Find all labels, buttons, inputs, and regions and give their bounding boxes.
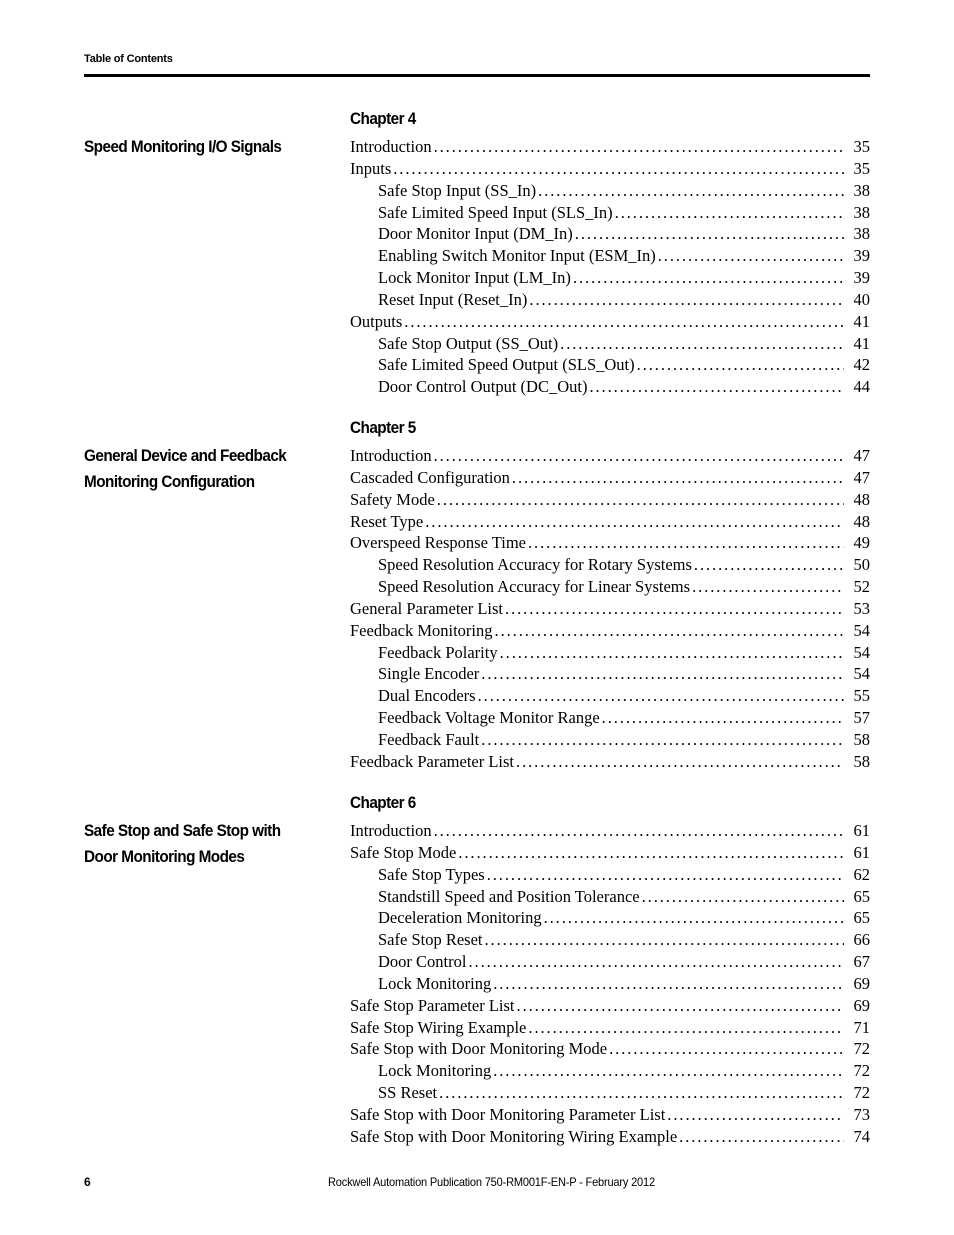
dot-leader (517, 995, 844, 1017)
toc-entry-page[interactable]: 38 (853, 224, 870, 244)
header-rule (84, 74, 870, 77)
publication-info: Rockwell Automation Publication 750-RM001F-EN-P - February 2012 (328, 1175, 655, 1189)
toc-entry-title[interactable]: Introduction (350, 446, 432, 465)
toc-entry-title[interactable]: Lock Monitoring (378, 973, 492, 993)
toc-entry-page[interactable]: 74 (853, 1126, 870, 1146)
toc-entry[interactable] (350, 289, 870, 311)
toc-entry-page[interactable]: 35 (853, 158, 870, 178)
toc-entry[interactable] (350, 663, 870, 685)
toc-entry[interactable] (350, 511, 870, 533)
toc-entry-title[interactable]: Safe Stop Reset (378, 930, 483, 950)
toc-entry[interactable] (350, 333, 870, 355)
dot-leader (500, 642, 844, 664)
toc-entry-title[interactable]: Door Control (378, 952, 467, 972)
toc-entry-page[interactable]: 55 (853, 686, 870, 706)
dot-leader (528, 1017, 844, 1039)
toc-entry[interactable] (350, 820, 870, 842)
toc-entry-page[interactable]: 40 (853, 289, 870, 309)
toc-entry[interactable] (350, 707, 870, 729)
toc-entry-page[interactable]: 65 (853, 908, 870, 928)
toc-entry-title[interactable]: Reset Input (Reset_In) (378, 289, 528, 309)
toc-entry[interactable] (350, 907, 870, 929)
toc-entry-title[interactable]: Safe Stop Parameter List (350, 995, 515, 1015)
toc-entry-title[interactable]: Safe Stop with Door Monitoring Wiring Example (350, 1126, 678, 1146)
dot-leader (439, 1082, 844, 1104)
toc-entry-title[interactable]: Introduction (350, 821, 432, 840)
toc-entry-title[interactable]: Deceleration Monitoring (378, 908, 542, 928)
dot-leader (642, 886, 844, 908)
toc-entry[interactable] (350, 376, 870, 398)
toc-entry-title[interactable]: Safe Stop with Door Monitoring Parameter List (350, 1104, 666, 1124)
dot-leader (393, 158, 844, 180)
dot-leader (560, 333, 844, 355)
toc-entry-page[interactable]: 57 (853, 708, 870, 728)
toc-entry-title[interactable]: Feedback Fault (378, 729, 480, 749)
dot-leader (493, 973, 844, 995)
toc-entry-page[interactable]: 44 (853, 377, 870, 397)
toc-entry[interactable] (350, 136, 870, 158)
toc-entry[interactable] (350, 180, 870, 202)
toc-entry[interactable] (350, 1126, 870, 1148)
dot-leader (512, 467, 844, 489)
toc-entry[interactable] (350, 929, 870, 951)
toc-entry[interactable] (350, 642, 870, 664)
chapter-label: Chapter 6 (350, 793, 416, 812)
dot-leader (468, 951, 844, 973)
toc-entry[interactable] (350, 489, 870, 511)
dot-leader (481, 663, 844, 685)
toc-entry-title[interactable]: Safe Stop Types (378, 864, 485, 884)
toc-entry-title[interactable]: Safety Mode (350, 489, 435, 509)
toc-entry-page[interactable]: 38 (853, 202, 870, 222)
toc-entry-title[interactable]: Overspeed Response Time (350, 533, 526, 553)
toc-entry-page[interactable]: 69 (853, 973, 870, 993)
toc-entry-page[interactable]: 52 (853, 577, 870, 597)
dot-leader (434, 445, 844, 467)
toc-entry[interactable] (350, 311, 870, 333)
toc-entry-page[interactable]: 38 (853, 180, 870, 200)
toc-entry[interactable] (350, 576, 870, 598)
dot-leader (516, 751, 844, 773)
dot-leader (692, 576, 844, 598)
toc-entry[interactable] (350, 842, 870, 864)
toc-entry-title[interactable]: Cascaded Configuration (350, 467, 510, 487)
toc-entry-page[interactable]: 41 (853, 333, 870, 353)
toc-entry-title[interactable]: Feedback Polarity (378, 642, 498, 662)
toc-entry-title[interactable]: Door Monitor Input (DM_In) (378, 224, 573, 244)
toc-entry-page[interactable]: 47 (853, 446, 870, 465)
toc-entry-title[interactable]: Lock Monitoring (378, 1061, 492, 1081)
toc-entry[interactable] (350, 598, 870, 620)
toc-entry-page[interactable]: 69 (853, 995, 870, 1015)
toc-entry-page[interactable]: 62 (853, 864, 870, 884)
dot-leader (458, 842, 844, 864)
dot-leader (437, 489, 844, 511)
dot-leader (573, 267, 844, 289)
toc-entry-title[interactable]: Safe Stop Output (SS_Out) (378, 333, 559, 353)
toc-entry[interactable] (350, 886, 870, 908)
toc-entry[interactable] (350, 245, 870, 267)
toc-entry-page[interactable]: 48 (853, 511, 870, 531)
toc-entry-page[interactable]: 42 (853, 355, 870, 375)
toc-entry-page[interactable]: 72 (853, 1039, 870, 1059)
toc-entry[interactable] (350, 532, 870, 554)
dot-leader (575, 223, 844, 245)
dot-leader (538, 180, 844, 202)
dot-leader (658, 245, 844, 267)
toc-entry-page[interactable]: 49 (853, 533, 870, 553)
toc-entry[interactable] (350, 864, 870, 886)
running-head: Table of Contents (84, 53, 173, 65)
toc-entry[interactable] (350, 354, 870, 376)
toc-entry-title[interactable]: Inputs (350, 158, 392, 178)
toc-entry-page[interactable]: 35 (853, 137, 870, 156)
toc-entry-page[interactable]: 39 (853, 268, 870, 288)
toc-entry-title[interactable]: Dual Encoders (378, 686, 476, 706)
toc-entry-page[interactable]: 72 (853, 1061, 870, 1081)
toc-entry-title[interactable]: Reset Type (350, 511, 424, 531)
toc-entry-title[interactable]: Speed Resolution Accuracy for Rotary Systems (378, 555, 692, 575)
toc-entry-page[interactable]: 54 (853, 620, 870, 640)
toc-entry-title[interactable]: Safe Limited Speed Output (SLS_Out) (378, 355, 635, 375)
toc-entry-page[interactable]: 47 (853, 467, 870, 487)
toc-entry-title[interactable]: Outputs (350, 311, 403, 331)
toc-entry[interactable] (350, 951, 870, 973)
toc-entry-page[interactable]: 54 (853, 642, 870, 662)
chapter-label: Chapter 4 (350, 109, 416, 128)
toc-entry-title[interactable]: Safe Stop Input (SS_In) (378, 180, 537, 200)
toc-entry[interactable] (350, 445, 870, 467)
chapter-title (84, 443, 291, 495)
dot-leader (667, 1104, 844, 1126)
dot-leader (589, 376, 844, 398)
toc-entry-page[interactable]: 71 (853, 1017, 870, 1037)
chapter-title-line: Safe Stop and Safe Stop with (84, 821, 281, 840)
toc-entry[interactable] (350, 1082, 870, 1104)
dot-leader (434, 136, 844, 158)
chapter-title (84, 134, 291, 160)
toc-entry[interactable] (350, 1060, 870, 1082)
dot-leader (478, 685, 844, 707)
toc-entry[interactable] (350, 158, 870, 180)
toc-entry[interactable] (350, 620, 870, 642)
dot-leader (528, 532, 844, 554)
dot-leader (481, 729, 844, 751)
toc-entry-title[interactable]: Feedback Monitoring (350, 620, 493, 640)
toc-entry[interactable] (350, 1017, 870, 1039)
dot-leader (602, 707, 844, 729)
dot-leader (615, 202, 844, 224)
dot-leader (425, 511, 844, 533)
chapter-title-line: Door Monitoring Modes (84, 847, 245, 866)
toc-entry-title[interactable]: Safe Stop with Door Monitoring Mode (350, 1039, 608, 1059)
toc-entry[interactable] (350, 995, 870, 1017)
dot-leader (493, 1060, 844, 1082)
chapter-title-line: Speed Monitoring I/O Signals (84, 137, 282, 156)
toc-entry[interactable] (350, 554, 870, 576)
toc-entry-page[interactable]: 66 (853, 930, 870, 950)
toc-entry-title[interactable]: Standstill Speed and Position Tolerance (378, 886, 640, 906)
chapter-title (84, 818, 291, 870)
toc-entry-page[interactable]: 48 (853, 489, 870, 509)
toc-entry-title[interactable]: Lock Monitor Input (LM_In) (378, 268, 571, 288)
toc-entry[interactable] (350, 685, 870, 707)
toc-entry-page[interactable]: 58 (853, 729, 870, 749)
toc-entry-page[interactable]: 58 (853, 751, 870, 771)
dot-leader (505, 598, 844, 620)
dot-leader (485, 929, 845, 951)
dot-leader (637, 354, 844, 376)
toc-entry-page[interactable]: 54 (853, 664, 870, 684)
toc-entry[interactable] (350, 751, 870, 773)
toc-entry-page[interactable]: 50 (853, 555, 870, 575)
page-number: 6 (84, 1175, 91, 1189)
dot-leader (487, 864, 844, 886)
toc-entry[interactable] (350, 973, 870, 995)
toc-entry-page[interactable]: 65 (853, 886, 870, 906)
toc-entry-title[interactable]: Safe Stop Mode (350, 842, 457, 862)
dot-leader (495, 620, 844, 642)
toc-entry[interactable] (350, 267, 870, 289)
dot-leader (544, 907, 844, 929)
toc-entry-page[interactable]: 39 (853, 246, 870, 266)
toc-entry-list (350, 136, 870, 398)
toc-entry-title[interactable]: Feedback Parameter List (350, 751, 515, 771)
toc-entry-page[interactable]: 61 (853, 842, 870, 862)
toc-entry-title[interactable]: Enabling Switch Monitor Input (ESM_In) (378, 246, 656, 266)
dot-leader (609, 1038, 844, 1060)
toc-entry[interactable] (350, 223, 870, 245)
dot-leader (694, 554, 844, 576)
toc-entry-page[interactable]: 67 (853, 952, 870, 972)
chapter-title-line: General Device and Feedback (84, 446, 287, 465)
dot-leader (529, 289, 844, 311)
toc-entry[interactable] (350, 1104, 870, 1126)
toc-entry[interactable] (350, 202, 870, 224)
toc-entry-page[interactable]: 73 (853, 1104, 870, 1124)
toc-entry[interactable] (350, 1038, 870, 1060)
toc-entry-title[interactable]: Speed Resolution Accuracy for Linear Systems (378, 577, 691, 597)
toc-entry-title[interactable]: Safe Limited Speed Input (SLS_In) (378, 202, 613, 222)
chapter-title-line: Monitoring Configuration (84, 472, 255, 491)
toc-entry-title[interactable]: SS Reset (378, 1083, 438, 1103)
toc-entry-title[interactable]: Single Encoder (378, 664, 480, 684)
toc-entry[interactable] (350, 467, 870, 489)
toc-entry-page[interactable]: 41 (853, 311, 870, 331)
dot-leader (679, 1126, 844, 1148)
toc-entry-title[interactable]: Door Control Output (DC_Out) (378, 377, 588, 397)
toc-entry-list (350, 445, 870, 773)
toc-entry-list (350, 820, 870, 1148)
toc-entry-title[interactable]: Introduction (350, 137, 432, 156)
toc-entry-title[interactable]: General Parameter List (350, 598, 504, 618)
toc-entry-title[interactable]: Safe Stop Wiring Example (350, 1017, 527, 1037)
chapter-label: Chapter 5 (350, 418, 416, 437)
toc-entry-page[interactable]: 72 (853, 1083, 870, 1103)
toc-entry-page[interactable]: 61 (853, 821, 870, 840)
dot-leader (434, 820, 844, 842)
toc-entry-title[interactable]: Feedback Voltage Monitor Range (378, 708, 600, 728)
dot-leader (404, 311, 844, 333)
toc-entry-page[interactable]: 53 (853, 598, 870, 618)
toc-entry[interactable] (350, 729, 870, 751)
